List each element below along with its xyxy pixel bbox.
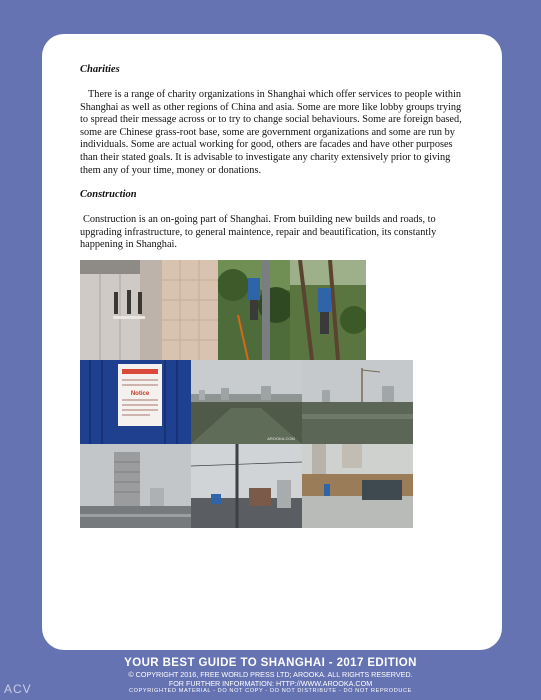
notice-sign-text: Notice [130,391,150,397]
construction-heading: Construction [80,189,137,201]
photo-street-poles [191,444,302,528]
photo-river-crane [302,360,413,444]
page-footer [0,656,541,695]
construction-paragraph: Construction is an on-going part of Shanghai. From building new builds and roads, to upgrading infrastructure, to general maintence, repair and beautification, its constantly happening in Shanghai. [80,214,437,251]
photo-tree-worker-2 [290,260,366,360]
construction-photo-collage [80,260,413,528]
footer-info-link[interactable]: FOR FURTHER INFORMATION: HTTP://WWW.AROOKA.COM [168,679,373,688]
footer-copy-notice: COPYRIGHTED MATERIAL - DO NOT COPY - DO NOT DISTRIBUTE - DO NOT REPRODUCE [128,688,412,694]
page-content [80,64,462,264]
photo-highrise [80,444,191,528]
photo-construction-site [302,444,413,528]
photo-watermark: AROOKA.COM [267,436,295,441]
photo-tiled-wall [162,260,218,360]
photo-river-road [191,360,302,444]
document-page [42,34,502,650]
footer-title: YOUR BEST GUIDE TO SHANGHAI - 2017 EDITION [124,657,417,669]
charities-heading: Charities [80,64,120,75]
photo-window-cleaners [80,260,162,360]
footer-copyright: © COPYRIGHT 2016, FREE WORLD PRESS LTD; AROOKA. ALL RIGHTS RESERVED. [128,670,413,679]
corner-watermark: ACV [4,682,32,696]
photo-notice-board [80,360,191,444]
charities-paragraph: There is a range of charity organizations in Shanghai which offer services to people within Shanghai as well as other regions of China and asia. Some are more like lobby groups trying to spread their message across or to try to change social behaviours. Some are foreign based, some are Chinese grass-root base, some are government organizations and some are run by individuals. Some are actual working for good, others are facades and have other purposes than their stated goals. It is advisable to investigate any charity extensively prior to giving them any of your time, money or donations. [80,89,462,176]
photo-tree-worker-1 [218,260,290,360]
